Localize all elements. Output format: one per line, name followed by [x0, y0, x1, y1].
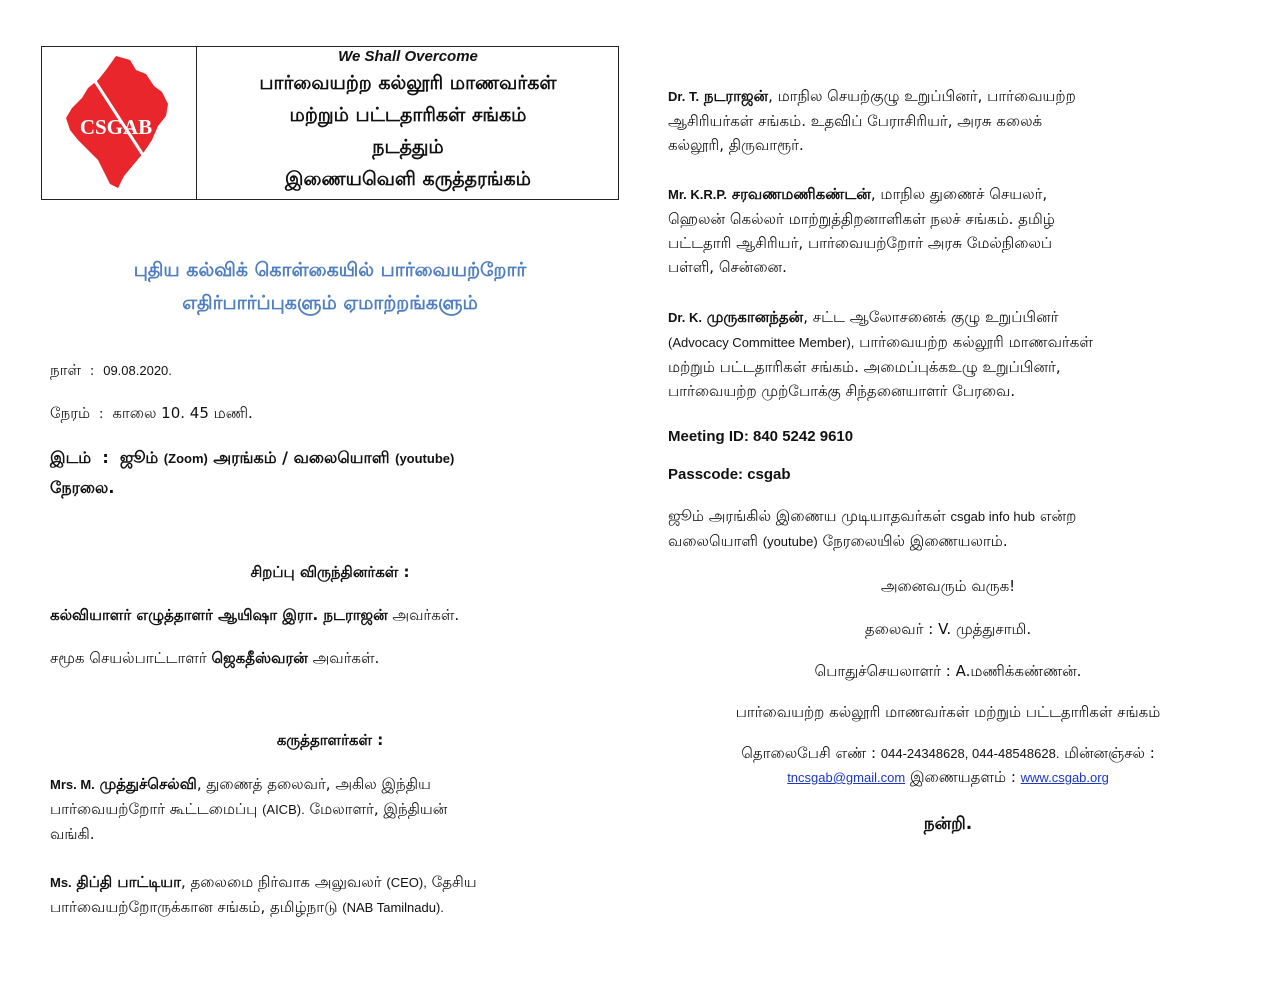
website-link[interactable]: www.csgab.org — [1020, 770, 1109, 785]
join-note-b: என்ற — [1039, 507, 1077, 525]
speaker-5-line-4: பார்வையற்ற முற்போக்கு சிந்தனையாளர் பேரவை. — [668, 382, 1016, 400]
speaker-4-role: , மாநில துணைச் செயலர், — [870, 185, 1048, 203]
speaker-2 — [50, 870, 610, 920]
venue-row: இடம் : ஜூம் (Zoom) அரங்கம் / வலையொளி (youtube) — [50, 448, 455, 467]
guest-2 — [50, 646, 379, 670]
date-value: 09.08.2020. — [103, 363, 172, 378]
venue-youtube: (youtube) — [395, 451, 455, 466]
motto: We Shall Overcome — [338, 48, 478, 65]
join-note-a: ஜூம் அரங்கில் இணைய முடியாதவர்கள் — [668, 507, 946, 525]
join-note-youtube: (youtube) — [762, 534, 818, 549]
speaker-2-org: பார்வையற்றோருக்கான சங்கம், தமிழ்நாடு — [50, 898, 338, 916]
speaker-5-line-3: மற்றும் பட்டதாரிகள் சங்கம். அமைப்புக்கஉழு உறுப்பினர், — [668, 358, 1061, 376]
speaker-1-bank: வங்கி. — [50, 825, 95, 843]
logo-text: CSGAB — [79, 115, 153, 139]
guest-1 — [50, 603, 459, 627]
speaker-3-role: , மாநில செயற்குழு உறுப்பினர், பார்வையற்ற — [768, 87, 1076, 105]
speaker-4-name: சரவணமணிகண்டன் — [731, 185, 871, 203]
email-link[interactable]: tncsgab@gmail.com — [787, 770, 906, 785]
speaker-1-name: முத்துச்செல்வி — [99, 775, 197, 793]
speaker-2-role: , தலைமை நிர்வாக அலுவலர் — [181, 873, 382, 891]
date-label: நாள் — [50, 361, 81, 379]
time-value: காலை 10. 45 மணி. — [112, 404, 253, 422]
venue-zoom: (Zoom) — [163, 451, 208, 466]
speaker-5-line-2: பார்வையற்ற கல்லூரி மாணவர்கள் — [859, 333, 1093, 351]
speaker-4-line-3: பட்டதாரி ஆசிரியர், பார்வையற்றோர் அரசு மேல்நிலைப் — [668, 234, 1053, 252]
speakers-heading: கருத்தாளர்கள் : — [276, 731, 384, 749]
guest-2-suffix: அவர்கள். — [312, 649, 380, 667]
speaker-4-line-4: பள்ளி, சென்னை. — [668, 258, 787, 276]
speaker-5-abbr: (Advocacy Committee Member), — [668, 335, 855, 350]
meeting-id: Meeting ID: 840 5242 9610 — [668, 428, 854, 445]
join-note — [668, 504, 1228, 554]
guest-2-name: ஜெகதீஸ்வரன் — [211, 649, 308, 667]
join-note-d: நேரலையில் இணையலாம். — [822, 532, 1008, 550]
speaker-5 — [668, 305, 1228, 403]
speaker-4 — [668, 182, 1228, 279]
speaker-1-role: , துணைத் தலைவர், அகில இந்திய — [196, 775, 431, 793]
time-label: நேரம் — [50, 404, 91, 422]
speaker-3-line-3: கல்லூரி, திருவாரூர். — [668, 136, 804, 154]
speaker-5-name: முருகானந்தன் — [706, 308, 804, 326]
join-note-hub: csgab info hub — [950, 509, 1036, 524]
speaker-4-title: Mr. K.R.P. — [668, 187, 728, 202]
guests-heading: சிறப்பு விருந்தினர்கள் : — [250, 563, 410, 581]
csgab-logo — [58, 52, 178, 192]
secretary — [668, 659, 1228, 683]
org-name: பார்வையற்ற கல்லூரி மாணவர்கள் மற்றும் பட்டதாரிகள் சங்கம் — [735, 703, 1161, 721]
links-row — [668, 765, 1228, 790]
time-row: நேரம் : காலை 10. 45 மணி. — [50, 404, 253, 422]
venue-line-2: நேரலை. — [50, 478, 115, 497]
speaker-3-name: நடராஜன் — [703, 87, 769, 105]
speaker-2-abbr2: (NAB Tamilnadu). — [342, 900, 444, 915]
guest-1-name: கல்வியாளர் எழுத்தாளர் ஆயிஷா இரா. நடராஜன் — [50, 606, 388, 624]
speaker-1-org: பார்வையற்றோர் கூட்டமைப்பு — [50, 800, 258, 818]
passcode: Passcode: csgab — [668, 466, 791, 483]
header-line-1: பார்வையற்ற கல்லூரி மாணவர்கள் — [259, 72, 557, 94]
email-label: மின்னஞ்சல் : — [1064, 744, 1155, 762]
phone-email-row — [668, 741, 1228, 766]
secretary-name: A.மணிக்கண்ணன். — [955, 662, 1082, 680]
topic-line-2: எதிர்பார்ப்புகளும் ஏமாற்றங்களும் — [182, 292, 478, 314]
speaker-2-national: தேசிய — [431, 873, 477, 891]
guest-2-prefix: சமூக செயல்பாட்டாளர் — [50, 649, 207, 667]
phone-label: தொலைபேசி எண் : — [741, 744, 877, 762]
speaker-3-title: Dr. T. — [668, 89, 700, 104]
speaker-1-job: மேலாளர், இந்தியன் — [309, 800, 448, 818]
speaker-5-role: , சட்ட ஆலோசனைக் குழு உறுப்பினர் — [803, 308, 1059, 326]
speaker-1-title: Mrs. M. — [50, 777, 95, 792]
header-line-2: மற்றும் பட்டதாரிகள் சங்கம் — [289, 104, 527, 126]
venue-youtube-tamil: அரங்கம் / வலையொளி — [213, 448, 390, 467]
welcome: அனைவரும் வருக! — [880, 577, 1016, 595]
president-label: தலைவர் : — [864, 620, 934, 638]
speaker-5-title: Dr. K. — [668, 310, 702, 325]
speaker-1-abbr: (AICB). — [262, 802, 305, 817]
date-row: நாள் : 09.08.2020. — [50, 361, 172, 379]
header-line-3: நடத்தும் — [372, 136, 444, 158]
speaker-3 — [668, 84, 1228, 157]
topic-line-1: புதிய கல்விக் கொள்கையில் பார்வையற்றோர் — [133, 259, 527, 281]
speaker-2-title: Ms. — [50, 875, 72, 890]
speaker-3-line-2: ஆசிரியர்கள் சங்கம். உதவிப் பேராசிரியர், அரசு கலைக் — [668, 112, 1043, 130]
speaker-2-name: திப்தி பாட்டியா — [76, 873, 181, 891]
speaker-1 — [50, 772, 610, 846]
venue-label: இடம் — [50, 448, 92, 467]
president-name: V. முத்துசாமி. — [938, 620, 1032, 638]
website-label: இணையதளம் : — [909, 768, 1016, 786]
secretary-label: பொதுச்செயலாளர் : — [814, 662, 951, 680]
thanks: நன்றி. — [923, 814, 973, 834]
header-line-4: இணையவெளி கருத்தரங்கம் — [285, 168, 531, 190]
president — [668, 617, 1228, 641]
speaker-4-line-2: ஹெலன் கெல்லர் மாற்றுத்திறனாளிகள் நலச் சங்கம். தமிழ் — [668, 210, 1055, 228]
guest-1-suffix: அவர்கள். — [392, 606, 460, 624]
join-note-c: வலையொளி — [668, 532, 758, 550]
phone-numbers: 044-24348628, 044-48548628. — [880, 746, 1060, 761]
venue-zoom-tamil: ஜூம் — [119, 448, 159, 467]
speaker-2-abbr: (CEO), — [386, 875, 427, 890]
